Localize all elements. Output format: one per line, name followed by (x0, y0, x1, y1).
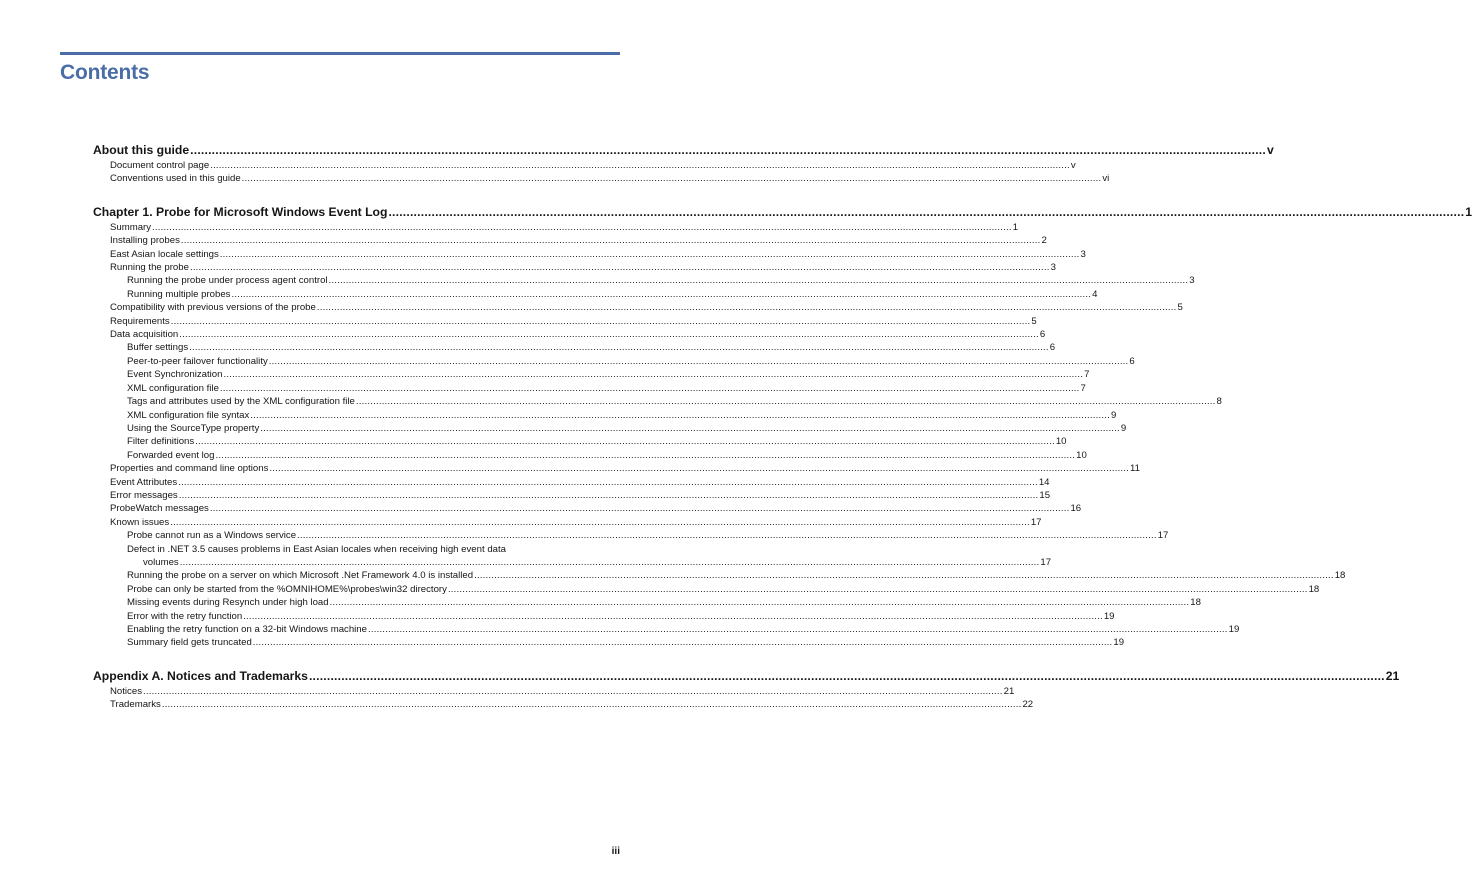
toc-entry-label: Filter definitions (127, 436, 195, 448)
leader-dots: ............................................................................................................................................................................................................................................................................................................ (189, 262, 1050, 274)
toc-entry[interactable] (93, 328, 1046, 341)
toc-subentry[interactable] (93, 636, 1125, 649)
toc-subentry[interactable] (93, 583, 1320, 596)
leader-dots: ............................................................................................................................................................................................................................................................................................................ (367, 624, 1228, 635)
toc-entry[interactable] (93, 462, 1140, 475)
leader-dots: ............................................................................................................................................................................................................................................................................................................ (316, 302, 1177, 314)
toc-subentry[interactable] (93, 435, 1067, 448)
toc-entry-page: 11 (1130, 463, 1140, 475)
toc-entry[interactable] (93, 543, 620, 556)
leader-dots: ............................................................................................................................................................................................................................................................................................................ (219, 382, 1080, 394)
toc-entry-label: Trademarks (110, 699, 161, 711)
toc-entry-page: 16 (1070, 503, 1082, 515)
toc-entry-page: 19 (1113, 637, 1125, 649)
leader-dots: ............................................................................................................................................................................................................................................................................................................ (178, 489, 1039, 501)
toc-subentry[interactable] (93, 529, 1169, 542)
toc-entry-label: Missing events during Resynch under high load (127, 597, 329, 609)
toc-subentry[interactable] (93, 422, 1127, 435)
leader-dots: ............................................................................................................................................................................................................................................................................................................ (210, 160, 1070, 171)
toc-entry-page: 6 (1039, 329, 1046, 341)
toc-section (93, 668, 1400, 712)
toc-subentry[interactable] (93, 449, 1087, 462)
toc-entry-label: Requirements (110, 315, 170, 327)
leader-dots: ............................................................................................................................................................................................................................................................................................................ (329, 597, 1190, 609)
toc-entry[interactable] (93, 172, 1110, 185)
leader-dots: ............................................................................................................................................................................................................................................................................................................ (250, 409, 1110, 421)
toc-entry-label: ProbeWatch messages (110, 503, 209, 515)
toc-section (93, 204, 1472, 650)
toc-entry-page: 5 (1177, 302, 1183, 314)
toc-entry-page: 3 (1080, 248, 1086, 260)
toc-subentry[interactable] (93, 341, 1056, 354)
toc-entry[interactable] (93, 685, 1015, 698)
toc-section (93, 142, 1274, 186)
toc-entry-page: 5 (1031, 315, 1037, 327)
toc-entry-page: v (1266, 143, 1274, 157)
toc-section-heading[interactable] (93, 668, 1400, 684)
toc-section-heading[interactable] (93, 142, 1274, 158)
leader-dots: ............................................................................................................................................................................................................................................................................................................ (260, 422, 1120, 434)
toc-entry-page: 19 (1103, 610, 1115, 622)
toc-entry-label: Probe can only be started from the %OMNIHOME%\probes\win32 directory (127, 583, 447, 595)
toc-entry-label: Chapter 1. Probe for Microsoft Windows Event Log (93, 204, 388, 219)
toc-entry-page: 18 (1334, 570, 1346, 582)
leader-dots: ............................................................................................................................................................................................................................................................................................................ (179, 556, 1040, 568)
toc-entry-page: 8 (1216, 396, 1222, 408)
toc-subentry[interactable] (93, 355, 1135, 368)
toc-entry-page: 19 (1228, 624, 1240, 635)
toc-entry[interactable] (93, 159, 1076, 172)
toc-entry-label: Document control page (110, 160, 210, 171)
toc-entry-page: 18 (1190, 597, 1201, 609)
leader-dots: ............................................................................................................................................................................................................................................................................................................ (189, 342, 1049, 354)
leader-dots: ............................................................................................................................................................................................................................................................................................................ (190, 143, 1266, 157)
toc-entry-label: Peer-to-peer failover functionality (127, 355, 268, 367)
toc-entry-page: 3 (1189, 275, 1195, 287)
toc-entry-page: v (1070, 160, 1076, 171)
toc-entry-label: Defect in .NET 3.5 causes problems in East Asian locales when receiving high event data (127, 543, 506, 555)
leader-dots: ............................................................................................................................................................................................................................................................................................................ (219, 248, 1080, 260)
leader-dots: ............................................................................................................................................................................................................................................................................................................ (241, 173, 1102, 185)
leader-dots: ............................................................................................................................................................................................................................................................................................................ (243, 610, 1103, 622)
toc-entry-label: Probe cannot run as a Windows service (127, 530, 297, 542)
page-number: iii (611, 846, 620, 857)
toc-entry-page: 9 (1110, 409, 1117, 421)
leader-dots: ............................................................................................................................................................................................................................................................................................................ (161, 699, 1022, 711)
toc-entry-label: Event Synchronization (127, 369, 223, 381)
toc-entry-page: 10 (1055, 436, 1067, 448)
toc-entry[interactable] (93, 261, 1056, 274)
toc-entry-page: 17 (1157, 530, 1169, 542)
heading-rule (60, 52, 620, 55)
leader-dots: ............................................................................................................................................................................................................................................................................................................ (252, 637, 1113, 649)
toc-entry-page: 2 (1041, 235, 1047, 247)
toc-entry-label: East Asian locale settings (110, 248, 219, 260)
toc-subentry[interactable] (93, 288, 1098, 301)
toc-entry-page: 3 (1050, 262, 1056, 274)
toc-entry-label: About this guide (93, 143, 190, 157)
toc-subentry[interactable] (93, 395, 1222, 408)
toc-entry[interactable] (93, 502, 1082, 515)
toc-subentry[interactable] (93, 610, 1115, 623)
toc-entry-page: 14 (1038, 476, 1050, 488)
toc-entry-label: Running multiple probes (127, 288, 231, 300)
toc-entry[interactable] (93, 234, 1047, 247)
toc-entry-page: 6 (1049, 342, 1056, 354)
toc-entry-page: 10 (1076, 449, 1087, 461)
leader-dots: ............................................................................................................................................................................................................................................................................................................ (195, 436, 1055, 448)
toc-subentry[interactable] (93, 368, 1090, 381)
toc-entry-label: Data acquisition (110, 329, 179, 341)
toc-entry-page: 22 (1022, 699, 1034, 711)
leader-dots: ............................................................................................................................................................................................................................................................................................................ (170, 516, 1030, 528)
toc-entry-label: Using the SourceType property (127, 422, 260, 434)
toc-entry-page: 4 (1092, 288, 1098, 300)
toc-entry-label: Running the probe (110, 262, 189, 274)
leader-dots: ............................................................................................................................................................................................................................................................................................................ (297, 530, 1157, 542)
leader-dots: ............................................................................................................................................................................................................................................................................................................ (179, 329, 1039, 341)
toc-entry-label: Installing probes (110, 235, 180, 247)
toc-entry-label: Error with the retry function (127, 610, 243, 622)
toc-entry-label: Summary field gets truncated (127, 637, 252, 649)
toc-entry-label: Running the probe under process agent control (127, 275, 328, 287)
leader-dots: ............................................................................................................................................................................................................................................................................................................ (223, 369, 1084, 381)
toc-entry-page: 15 (1039, 489, 1051, 501)
toc-entry[interactable] (93, 301, 1183, 314)
toc-entry-page: 21 (1003, 685, 1015, 697)
toc-subentry[interactable] (93, 382, 1086, 395)
toc-subentry[interactable] (93, 569, 1346, 582)
toc-entry-label: XML configuration file (127, 382, 219, 394)
toc-entry-label: volumes (143, 556, 179, 568)
toc-subentry[interactable] (93, 409, 1117, 422)
leader-dots: ............................................................................................................................................................................................................................................................................................................ (180, 235, 1041, 247)
toc-entry[interactable] (93, 248, 1086, 261)
toc-entry-label: Appendix A. Notices and Trademarks (93, 668, 308, 683)
leader-dots: ............................................................................................................................................................................................................................................................................................................ (447, 583, 1308, 595)
toc-subentry[interactable] (93, 274, 1195, 287)
leader-dots: ............................................................................................................................................................................................................................................................................................................ (355, 396, 1216, 408)
toc-entry-label: Forwarded event log (127, 449, 215, 461)
leader-dots: ............................................................................................................................................................................................................................................................................................................ (152, 221, 1012, 233)
leader-dots: ............................................................................................................................................................................................................................................................................................................ (143, 685, 1003, 697)
leader-dots: ............................................................................................................................................................................................................................................................................................................ (231, 288, 1092, 300)
toc-entry-label: Properties and command line options (110, 463, 269, 475)
toc-entry[interactable] (93, 476, 1050, 489)
leader-dots: ............................................................................................................................................................................................................................................................................................................ (215, 449, 1076, 461)
leader-dots: ............................................................................................................................................................................................................................................................................................................ (388, 204, 1465, 219)
leader-dots: ............................................................................................................................................................................................................................................................................................................ (269, 463, 1130, 475)
leader-dots: ............................................................................................................................................................................................................................................................................................................ (474, 570, 1334, 582)
toc-entry-label: Summary (110, 221, 152, 233)
leader-dots: ............................................................................................................................................................................................................................................................................................................ (328, 275, 1189, 287)
toc-entry-label: Running the probe on a server on which Microsoft .Net Framework 4.0 is installed (127, 570, 474, 582)
toc-subentry[interactable] (93, 596, 1201, 609)
toc-entry-page: 1 (1012, 221, 1019, 233)
toc-entry-label: Enabling the retry function on a 32-bit Windows machine (127, 624, 367, 635)
toc-entry-page: 17 (1030, 516, 1042, 528)
leader-dots: ............................................................................................................................................................................................................................................................................................................ (268, 355, 1129, 367)
toc-entry-page: 1 (1465, 204, 1472, 219)
toc-entry-label: Compatibility with previous versions of the probe (110, 302, 316, 314)
toc-entry-page: 9 (1120, 422, 1127, 434)
toc-entry-label: Error messages (110, 489, 178, 501)
leader-dots: ............................................................................................................................................................................................................................................................................................................ (209, 503, 1070, 515)
toc-entry-page: 7 (1084, 369, 1090, 381)
leader-dots: ............................................................................................................................................................................................................................................................................................................ (178, 476, 1038, 488)
toc-entry[interactable] (93, 698, 1034, 711)
toc-subentry[interactable] (93, 623, 1240, 636)
toc-entry-page: 17 (1040, 556, 1052, 568)
toc-entry-page: vi (1102, 173, 1110, 185)
leader-dots: ............................................................................................................................................................................................................................................................................................................ (308, 668, 1385, 683)
toc-entry-label: Tags and attributes used by the XML configuration file (127, 396, 355, 408)
toc-entry-page: 21 (1385, 668, 1400, 683)
table-of-contents (93, 142, 1472, 712)
toc-entry-continuation[interactable] (93, 556, 1052, 569)
toc-entry-page: 6 (1129, 355, 1135, 367)
toc-section-heading[interactable] (93, 204, 1472, 220)
toc-entry-label: Notices (110, 685, 142, 697)
toc-entry-label: Known issues (110, 516, 170, 528)
toc-entry[interactable] (93, 315, 1037, 328)
toc-entry[interactable] (93, 489, 1051, 502)
toc-entry-label: Event Attributes (110, 476, 178, 488)
toc-entry-label: Buffer settings (127, 342, 189, 354)
toc-entry-page: 18 (1308, 583, 1320, 595)
toc-entry[interactable] (93, 221, 1019, 234)
toc-entry-label: Conventions used in this guide (110, 173, 241, 185)
leader-dots: ............................................................................................................................................................................................................................................................................................................ (170, 315, 1031, 327)
toc-entry[interactable] (93, 516, 1042, 529)
page-title: Contents (60, 61, 150, 84)
toc-entry-label: XML configuration file syntax (127, 409, 250, 421)
toc-entry-page: 7 (1080, 382, 1086, 394)
